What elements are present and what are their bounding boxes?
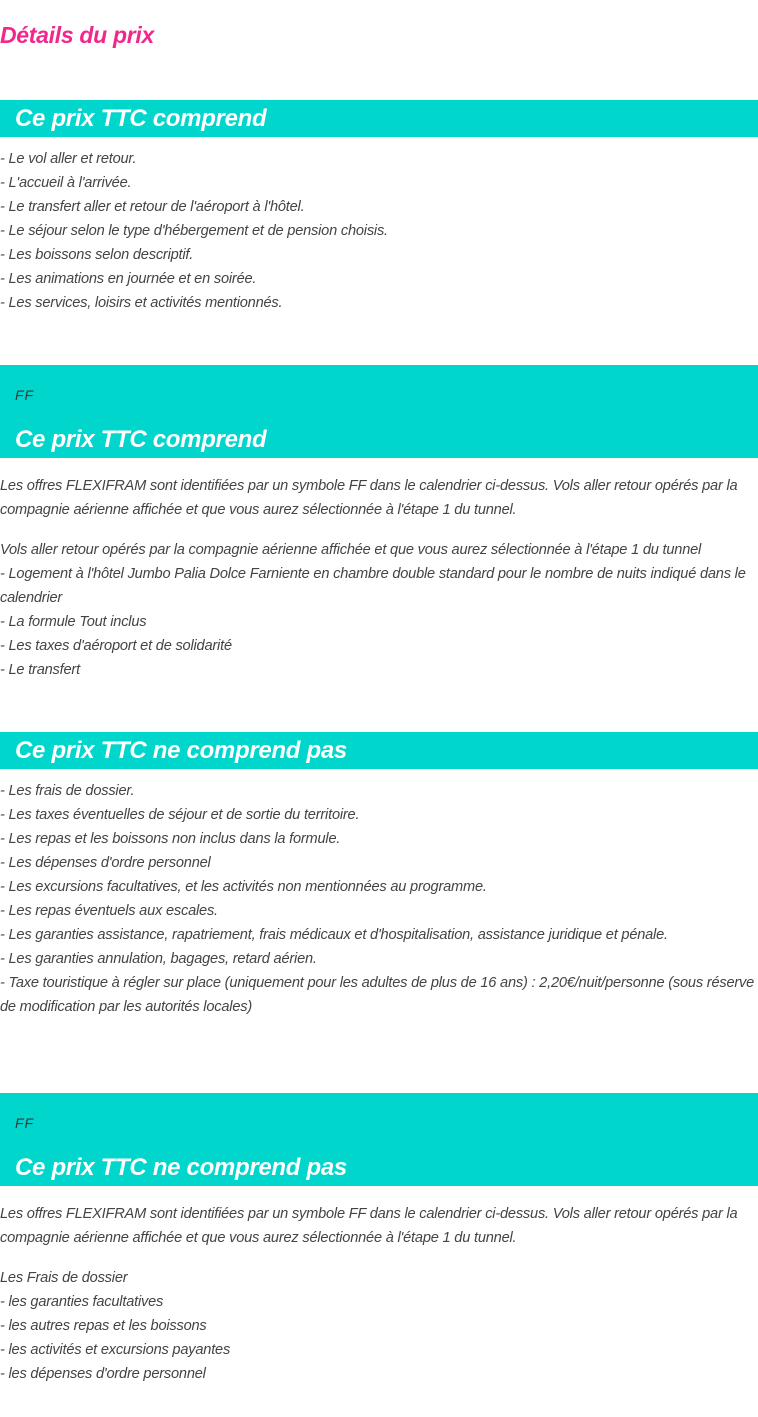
list-item: - Les repas et les boissons non inclus dans la formule.: [0, 831, 341, 847]
flex-not-included-lines: [0, 1266, 758, 1386]
list-item: - Les repas éventuels aux escales.: [0, 903, 218, 919]
flex-not-included-intro: Les offres FLEXIFRAM sont identifiées par un symbole FF dans le calendrier ci-dessus. Vols aller retour opérés par la compagnie aérienne affichée et que vous aurez sélectionnée à l'étape 1 du tunnel.: [0, 1206, 738, 1246]
flex-included-banner: [0, 365, 758, 458]
flex-included-intro: Les offres FLEXIFRAM sont identifiées par un symbole FF dans le calendrier ci-dessus. Vols aller retour opérés par la compagnie aérienne affichée et que vous aurez sélectionnée à l'étape 1 du tunnel.: [0, 478, 738, 518]
list-item: Les Frais de dossier: [0, 1270, 128, 1286]
list-item: - Les excursions facultatives, et les activités non mentionnées au programme.: [0, 879, 487, 895]
list-item: - Le transfert aller et retour de l'aéroport à l'hôtel.: [0, 199, 305, 215]
page-title: Détails du prix: [0, 22, 154, 48]
flex-included-title: Ce prix TTC comprend: [15, 426, 267, 453]
list-item: - Logement à l'hôtel Jumbo Palia Dolce Farniente en chambre double standard pour le nombre de nuits indiqué dans le calendrier: [0, 566, 746, 606]
included-list: [0, 147, 758, 315]
not-included-list: [0, 779, 758, 1019]
list-item: - Le transfert: [0, 662, 80, 678]
list-item: - Les dépenses d'ordre personnel: [0, 855, 211, 871]
flex-included-lines: [0, 538, 758, 682]
flex-not-included-section: [0, 1093, 758, 1386]
list-item: - Les garanties assistance, rapatriement, frais médicaux et d'hospitalisation, assistance juridique et pénale.: [0, 927, 668, 943]
list-item: - La formule Tout inclus: [0, 614, 147, 630]
list-item: - Les services, loisirs et activités mentionnés.: [0, 295, 283, 311]
list-item: - Le séjour selon le type d'hébergement et de pension choisis.: [0, 223, 388, 239]
list-item: - Les taxes éventuelles de séjour et de sortie du territoire.: [0, 807, 360, 823]
not-included-banner: [0, 732, 758, 769]
included-section: [0, 100, 758, 315]
flex-not-included-banner: [0, 1093, 758, 1186]
list-item: - les autres repas et les boissons: [0, 1318, 207, 1334]
list-item: - Les boissons selon descriptif.: [0, 247, 194, 263]
list-item: - les activités et excursions payantes: [0, 1342, 231, 1358]
list-item: Vols aller retour opérés par la compagnie aérienne affichée et que vous aurez sélectionnée à l'étape 1 du tunnel: [0, 542, 702, 558]
flex-not-included-title: Ce prix TTC ne comprend pas: [15, 1154, 347, 1181]
list-item: - Les taxes d'aéroport et de solidarité: [0, 638, 232, 654]
ff-tag: FF: [15, 387, 35, 403]
list-item: - Les frais de dossier.: [0, 783, 135, 799]
list-item: - les dépenses d'ordre personnel: [0, 1366, 206, 1382]
list-item: - Le vol aller et retour.: [0, 151, 137, 167]
list-item: - Les animations en journée et en soirée.: [0, 271, 257, 287]
flex-included-section: [0, 365, 758, 682]
included-title: Ce prix TTC comprend: [15, 105, 267, 132]
list-item: - L'accueil à l'arrivée.: [0, 175, 132, 191]
list-item: - Taxe touristique à régler sur place (uniquement pour les adultes de plus de 16 ans) : 2,20€/nuit/personne (sous réserve de modification par les autorités locales): [0, 975, 755, 1015]
list-item: - Les garanties annulation, bagages, retard aérien.: [0, 951, 317, 967]
included-banner: [0, 100, 758, 137]
not-included-section: [0, 732, 758, 1019]
ff-tag: FF: [15, 1115, 35, 1131]
list-item: - les garanties facultatives: [0, 1294, 164, 1310]
not-included-title: Ce prix TTC ne comprend pas: [15, 737, 347, 764]
